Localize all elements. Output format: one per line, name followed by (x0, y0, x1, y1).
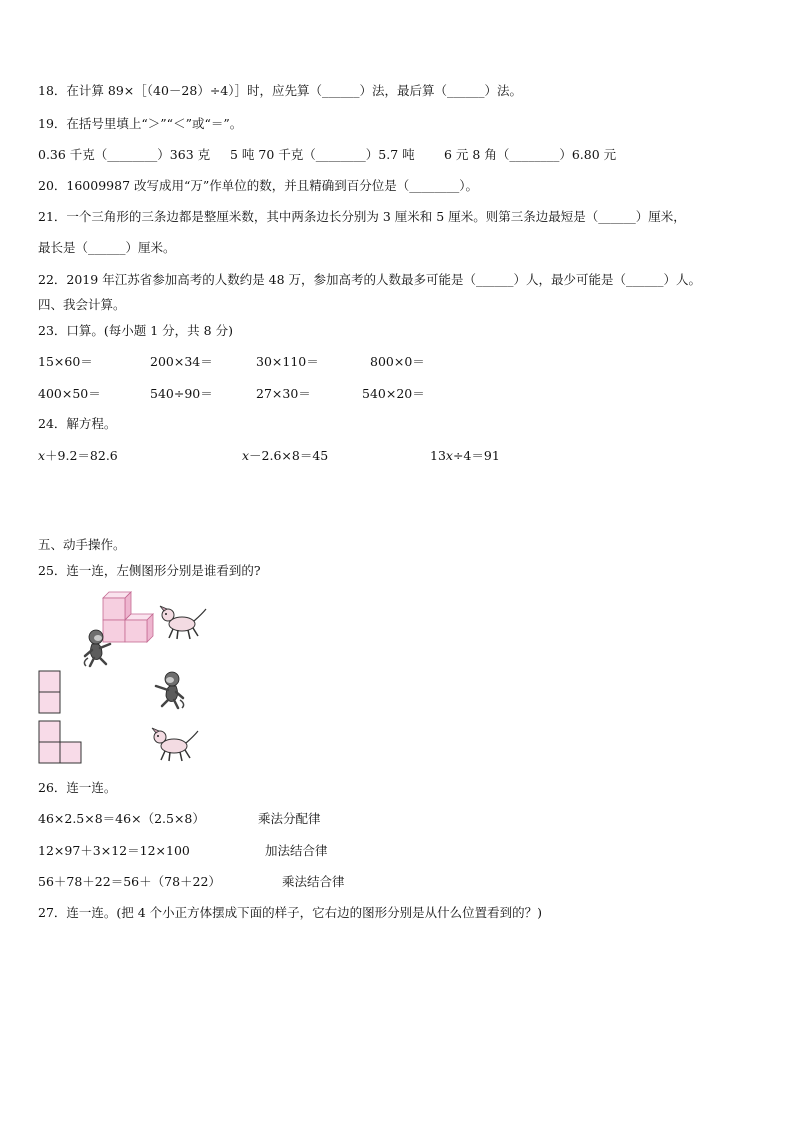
q21-text-b: 最长是（______）厘米。 (38, 240, 176, 255)
q23-text: 23．口算。(每小题 1 分，共 8 分) (38, 323, 233, 338)
monkey-icon (80, 628, 116, 668)
q23-r2-c1: 400×50＝ (38, 386, 101, 401)
q18-text: 18．在计算 89×［（40－28）÷4）］时，应先算（______）法，最后算（______）法。 (38, 83, 522, 98)
view-l-shape (38, 720, 84, 764)
q22-text: 22．2019 年江苏省参加高考的人数约是 48 万，参加高考的人数最多可能是（______）人，最少可能是（______）人。 (38, 272, 702, 287)
monkey-icon (152, 670, 188, 710)
q23-r1-c1: 15×60＝ (38, 354, 93, 369)
q19-item-1: 0.36 千克（________）363 克 (38, 147, 211, 162)
dog-icon (158, 604, 208, 642)
q26-text: 26．连一连。 (38, 780, 117, 795)
q26-left-2: 12×97＋3×12＝12×100 (38, 843, 190, 858)
q26-right-2: 加法结合律 (265, 843, 328, 858)
q23-r1-c2: 200×34＝ (150, 354, 213, 369)
q26-left-1: 46×2.5×8＝46×（2.5×8） (38, 811, 205, 826)
q23-r2-c3: 27×30＝ (256, 386, 311, 401)
q24-eq-1: 𝑥＋9.2＝82.6 (38, 448, 118, 463)
section-5-heading: 五、动手操作。 (38, 537, 126, 552)
q25-text: 25．连一连，左侧图形分别是谁看到的? (38, 563, 261, 578)
q23-r2-c2: 540÷90＝ (150, 386, 213, 401)
q19-item-2: 5 吨 70 千克（________）5.7 吨 (230, 147, 415, 162)
view-two-squares-vertical (38, 670, 62, 714)
q24-text: 24．解方程。 (38, 416, 117, 431)
q24-eq-2: 𝑥－2.6×8＝45 (242, 448, 329, 463)
q24-eq-3: 13𝑥÷4＝91 (430, 448, 500, 463)
q23-r2-c4: 540×20＝ (362, 386, 425, 401)
dog-icon (150, 726, 200, 764)
section-4-heading: 四、我会计算。 (38, 297, 126, 312)
q26-left-3: 56＋78＋22＝56＋（78＋22） (38, 874, 221, 889)
q27-text: 27．连一连。(把 4 个小正方体摆成下面的样子，它右边的图形分别是从什么位置看到的？) (38, 905, 543, 920)
q19-text: 19．在括号里填上“＞”“＜”或“＝”。 (38, 116, 243, 131)
q19-item-3: 6 元 8 角（________）6.80 元 (444, 147, 617, 162)
q23-r1-c3: 30×110＝ (256, 354, 319, 369)
q20-text: 20．16009987 改写成用“万”作单位的数，并且精确到百分位是（________）。 (38, 178, 479, 193)
q26-right-1: 乘法分配律 (258, 811, 321, 826)
q26-right-3: 乘法结合律 (282, 874, 345, 889)
q21-text-a: 21．一个三角形的三条边都是整厘米数，其中两条边长分别为 3 厘米和 5 厘米。则第三条边最短是（______）厘米， (38, 209, 686, 224)
q23-r1-c4: 800×0＝ (370, 354, 425, 369)
